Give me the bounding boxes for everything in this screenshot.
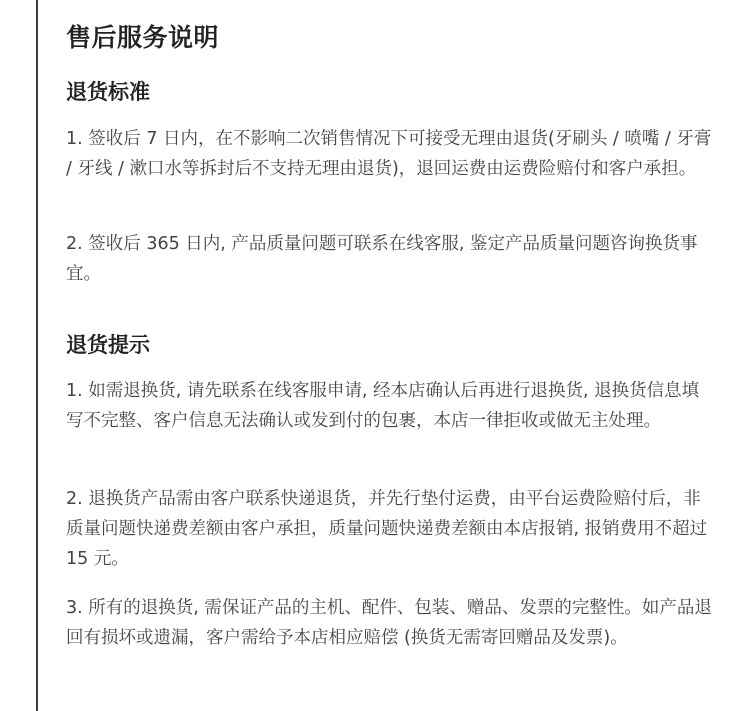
page-title: 售后服务说明 [66,23,220,52]
return-tips-item-1: 1. 如需退换货, 请先联系在线客服申请, 经本店确认后再进行退换货, 退换货信息填写不完整、客户信息无法确认或发到付的包裹，本店一律拒收或做无主处理。 [66,381,700,431]
return-tips-item-2: 2. 退换货产品需由客户联系快递退货，并先行垫付运费，由平台运费险赔付后，非质量问题快递费差额由客户承担，质量问题快递费差额由本店报销, 报销费用不超过 15 元。 [66,489,708,569]
section-heading-return-tips: 退货提示 [66,333,150,357]
return-tips-item-3: 3. 所有的退换货, 需保证产品的主机、配件、包装、赠品、发票的完整性。如产品退回有损坏或遗漏，客户需给予本店相应赔偿 (换货无需寄回赠品及发票)。 [66,598,712,648]
section-heading-return-standard: 退货标准 [66,80,150,104]
return-standard-item-1: 1. 签收后 7 日内，在不影响二次销售情况下可接受无理由退货(牙刷头 / 喷嘴 / 牙膏 / 牙线 / 漱口水等拆封后不支持无理由退货)，退回运费由运费险赔付和客户承担。 [66,129,712,179]
return-standard-item-2: 2. 签收后 365 日内, 产品质量问题可联系在线客服, 鉴定产品质量问题咨询换货事宜。 [66,234,698,284]
left-border-line [36,0,38,711]
